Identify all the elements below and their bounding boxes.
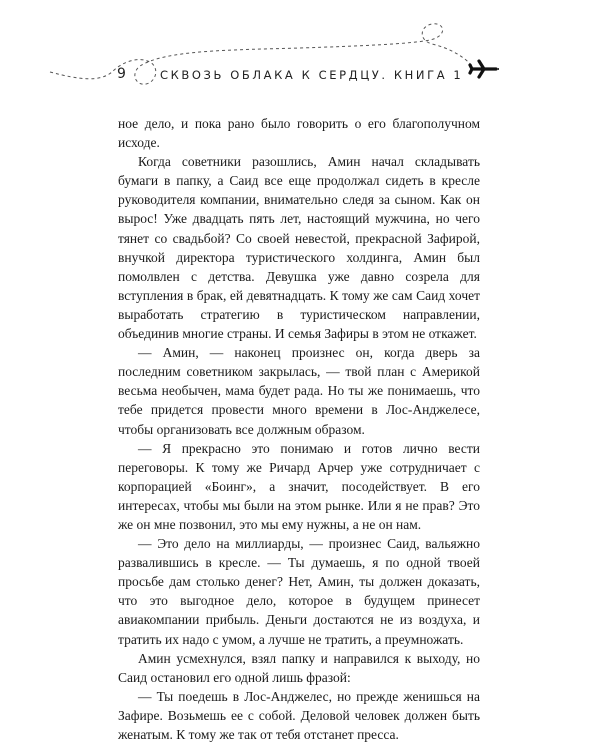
paragraph: ное дело, и пока рано было говорить о его благополучном исходе. [118,116,480,151]
running-title: СКВОЗЬ ОБЛАКА К СЕРДЦУ. КНИГА 1 [160,68,464,82]
paragraph: — Ты поедешь в Лос-Анджелес, но прежде женишься на Зафире. Возьмешь ее с собой. Деловой человек должен быть женатым. К тому же так от тебя отстанет пресса. [118,688,480,742]
paragraph: — Это дело на миллиарды, — произнес Саид, вальяжно развалившись в кресле. — Ты думаешь, я по одной твоей просьбе дам столько денег? Нет, Амин, ты должен доказать, что это выгодное дело, которое в будущем принесет авиакомпании прибыль. Деньги достаются не из воздуха, и тратить их надо с умом, а лучше не тратить, а преумножать. [118,536,480,647]
flight-path-decoration [0,0,600,120]
paragraph: — Амин, — наконец произнес он, когда дверь за последним советником закрылась, — твой план с Америкой весьма необычен, мама будет рада. Но ты же понимаешь, что тебе придется провести много времени в Лос-Анджелесе, чтобы организовать все должным образом. [118,345,480,437]
body-text [118,114,480,744]
paragraph: — Я прекрасно это понимаю и готов лично вести переговоры. К тому же Ричард Арчер уже сотрудничает с корпорацией «Боинг», а значит, посодействует. В его интересах, чтобы мы были на этом рынке. Или я не прав? Это же он мне позвонил, это мы ему нужны, а не он нам. [118,440,480,532]
paragraph: Когда советники разошлись, Амин начал складывать бумаги в папку, а Саид все еще продолжал сидеть в кресле руководителя компании, внимательно следя за сыном. Как он вырос! Уже двадцать пять лет, настоящий мужчина, но чего тянет со свадьбой? Со своей невестой, прекрасной Зафирой, внучкой директора туристического холдинга, Амин был помолвлен с детства. Девушка уже давно созрела для вступления в брак, ей девятнадцать. К тому же сам Саид хочет выработать стратегию в туристическом направлении, объединив многие страны. И семья Зафиры в этом не откажет. [118,154,480,342]
airplane-icon [470,61,499,77]
paragraph: Амин усмехнулся, взял папку и направился к выходу, но Саид остановил его одной лишь фразой: [118,650,480,685]
page-number: 9 [117,66,126,82]
